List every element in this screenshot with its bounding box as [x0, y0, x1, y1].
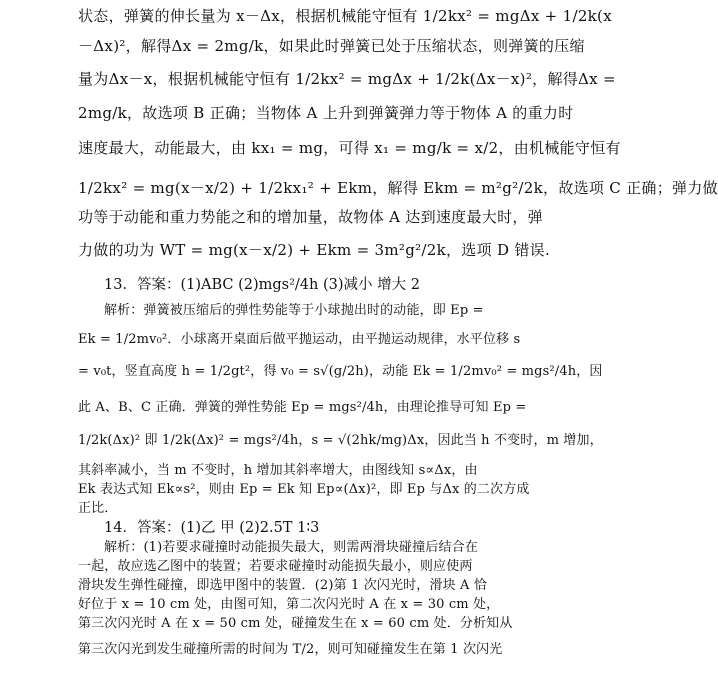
text-line-22: 好位于 x = 10 cm 处，由图可知，第二次闪光时 A 在 x = 30 cm 处， — [78, 597, 500, 612]
text-line-15: 其斜率减小，当 m 不变时，h 增加其斜率增大，由图线知 s∝Δx，由 — [78, 463, 478, 478]
text-line-19: 解析：(1)若要求碰撞时动能损失最大，则需两滑块碰撞后结合在 — [104, 540, 478, 555]
text-line-5: 速度最大，动能最大，由 kx₁ = mg，可得 x₁ = mg/k = x/2，由机械能守恒有 — [78, 139, 621, 157]
text-line-13: 此 A、B、C 正确．弹簧的弹性势能 Ep = mgs²/4h，由理论推导可知 Ep = — [78, 400, 527, 415]
text-line-12: = v₀t，竖直高度 h = 1/2gt²，得 v₀ = s√(g/2h)，动能 Ek = 1/2mv₀² = mgs²/4h，因 — [78, 364, 603, 379]
text-line-4: 2mg/k，故选项 B 正确；当物体 A 上升到弹簧弹力等于物体 A 的重力时 — [78, 104, 574, 122]
text-line-8: 力做的功为 WT = mg(x－x/2) + Ekm = 3m²g²/2k，选项 D 错误. — [78, 241, 551, 259]
text-line-2: －Δx)²，解得Δx = 2mg/k，如果此时弹簧已处于压缩状态，则弹簧的压缩 — [78, 37, 585, 55]
text-line-21: 滑块发生弹性碰撞，即选甲图中的装置．(2)第 1 次闪光时，滑块 A 恰 — [78, 578, 488, 593]
answer-14-heading: 14．答案：(1)乙 甲 (2)2.5T 1∶3 — [104, 520, 320, 536]
text-line-14: 1/2k(Δx)² 即 1/2k(Δx)² = mgs²/4h，s = √(2hk/mg)Δx，因此当 h 不变时，m 增加， — [78, 433, 603, 448]
text-line-7: 功等于动能和重力势能之和的增加量，故物体 A 达到速度最大时，弹 — [78, 208, 543, 226]
answer-13-heading: 13．答案：(1)ABC (2)mgs²/4h (3)减小 增大 2 — [104, 277, 420, 293]
text-line-10: 解析：弹簧被压缩后的弹性势能等于小球抛出时的动能，即 Ep = — [104, 303, 484, 318]
text-line-6: 1/2kx² = mg(x－x/2) + 1/2kx₁² + Ekm，解得 Ekm = m²g²/2k，故选项 C 正确；弹力做 — [78, 179, 718, 197]
text-line-17: 正比． — [78, 501, 118, 516]
text-line-1: 状态，弹簧的伸长量为 x－Δx，根据机械能守恒有 1/2kx² = mgΔx + 1/2k(x — [78, 7, 612, 25]
text-line-23: 第三次闪光时 A 在 x = 50 cm 处，碰撞发生在 x = 60 cm 处．分析知从 — [78, 616, 513, 631]
text-line-3: 量为Δx－x，根据机械能守恒有 1/2kx² = mgΔx + 1/2k(Δx－x)²，解得Δx = — [78, 70, 616, 88]
text-line-20: 一起，故应选乙图中的装置；若要求碰撞时动能损失最小，则应使两 — [78, 559, 473, 574]
text-line-16: Ek 表达式知 Ek∝s²，则由 Ep = Ek 知 Ep∝(Δx)²，即 Ep 与Δx 的二次方成 — [78, 482, 530, 497]
text-line-24: 第三次闪光到发生碰撞所需的时间为 T/2，则可知碰撞发生在第 1 次闪光 — [78, 642, 503, 657]
text-line-11: Ek = 1/2mv₀²．小球离开桌面后做平抛运动，由平抛运动规律，水平位移 s — [78, 332, 521, 347]
